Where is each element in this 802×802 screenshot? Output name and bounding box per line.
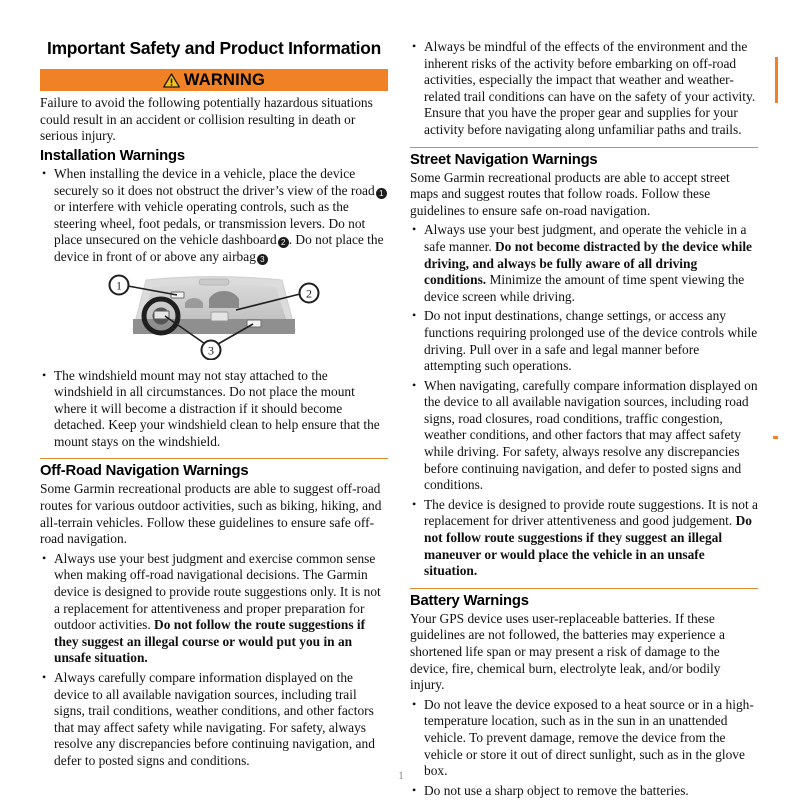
list-item: • Always carefully compare information displayed on the device to all available navigation sources, including trail signs, trail conditions, weather conditions, and other factors that may affect safety while navigating. For safety, always resolve any discrepancies before continuing navigation, and defer to posted signs and conditions.: [40, 670, 388, 770]
list-item: [40, 166, 388, 266]
windshield-mount-warning-list: [40, 368, 388, 451]
warning-banner: [40, 69, 388, 91]
battery-warnings-intro-text: Your GPS device uses user-replaceable batteries. If these guidelines are not followed, the batteries may experience a shortened life span or may present a risk of damage to the device, fire, chemical burn, electrolyte leak, and/or bodily injury.: [410, 610, 725, 693]
warning-triangle-icon: [163, 73, 180, 88]
offroad-intro-text: Some Garmin recreational products are able to suggest off-road routes for various outdoor activities, such as biking, hiking, and all-terrain vehicles. Follow these guidelines to ensure safe off-road navigation.: [40, 481, 382, 547]
left-column: [40, 22, 388, 773]
bullet-text-bold: Do not follow the route suggestions if they suggest an illegal course or would put you in an unsafe situation.: [54, 617, 366, 666]
warning-label: WARNING: [183, 70, 266, 89]
svg-text:2: 2: [306, 286, 312, 300]
offroad-warnings-list: [40, 551, 388, 770]
page-number: 1: [398, 770, 404, 782]
dashboard-illustration: [99, 272, 329, 360]
change-bar-marker: [775, 57, 778, 103]
list-item: • Do not leave the device exposed to a heat source or in a high-temperature location, such as in the sun in an unattended vehicle. To prevent damage, remove the device from the vehicle or store it out of direct sunlight, such as in the glove box.: [410, 697, 758, 780]
battery-warnings-list: [410, 697, 758, 800]
section-divider: [410, 588, 758, 589]
bullet-text-part: or interfere with vehicle operating controls, such as the steering wheel, foot pedals, or transmission levers. Do not place unsecured on the vehicle dashboard: [54, 199, 366, 248]
svg-text:1: 1: [116, 278, 122, 292]
list-item: • The windshield mount may not stay attached to the windshield in all circumstances. Do not place the mount where it will become a distraction if it should become detached. Keep your windshield clean to help ensure that the mount stays on the windshield.: [40, 368, 388, 451]
list-item: • When navigating, carefully compare information displayed on the device to all available navigation sources, including road signs, road closures, road conditions, traffic congestion, weather conditions, and other factors that may affect safety while driving. For safety, always resolve any discrepancies before continuing navigation, and defer to posted signs and conditions.: [410, 378, 758, 494]
bullet-text-part: When installing the device in a vehicle, place the device securely so it does not obstruct the driver’s view of the road: [54, 165, 375, 198]
warning-intro-text: Failure to avoid the following potentially hazardous situations could result in an accident or collision resulting in death or serious injury.: [40, 95, 373, 144]
bullet-text-part: Minimize the amount of time spent viewing the device screen while driving.: [424, 272, 745, 304]
list-item: • Do not input destinations, change settings, or access any functions requiring prolonged use of the device controls while driving. Pull over in a safe and legal manner before attempting such operations.: [410, 308, 758, 374]
bullet-text-part: Always use your best judgment, and operate the vehicle in a safe manner.: [424, 222, 747, 254]
bullet-text-part: The device is designed to provide route suggestions. It is not a replacement for driver attentiveness and good judgement.: [424, 496, 758, 529]
section-heading-battery-warnings: Battery Warnings: [410, 592, 529, 609]
street-warnings-intro-text: Some Garmin recreational products are able to accept street maps and suggest routes that follow roads. Follow these guidelines to ensure safe on-road navigation.: [410, 169, 730, 218]
bullet-text-bold: Do not become distracted by the device while driving, and always be fully aware of all driving conditions.: [424, 238, 753, 288]
section-divider: [410, 147, 758, 148]
street-warnings-list: [410, 222, 758, 579]
list-item: [40, 551, 388, 667]
list-item: • Always be mindful of the effects of the environment and the inherent risks of the activity before embarking on off-road activities, especially the impact that weather and weather-related trail conditions can have on the safety of your activity. Ensure that you have the proper gear and supplies for your activity before navigating along unfamiliar paths and trails.: [410, 39, 758, 139]
bullet-text-part: . Do not place the device in front of or above any airbag: [54, 232, 384, 264]
section-divider: [40, 458, 388, 459]
change-bar-marker: [773, 436, 778, 439]
list-item: • Do not use a sharp object to remove the batteries.: [410, 783, 758, 800]
bullet-text-bold: Do not follow route suggestions if they suggest an illegal maneuver or would place the vehicle in an unsafe situation.: [424, 513, 752, 579]
list-item: [410, 222, 758, 305]
callout-marker-2: 2: [278, 237, 289, 248]
installation-warnings-list: [40, 166, 388, 266]
right-column: [410, 22, 758, 802]
section-heading-offroad-navigation-warnings: Off-Road Navigation Warnings: [40, 463, 249, 480]
offroad-continued-list: [410, 39, 758, 139]
section-heading-street-navigation-warnings: Street Navigation Warnings: [410, 151, 598, 168]
callout-marker-3: 3: [257, 254, 268, 265]
list-item: [410, 497, 758, 580]
callout-marker-1: 1: [376, 188, 387, 199]
vehicle-dashboard-mounting-diagram: [40, 272, 388, 360]
page-title: Important Safety and Product Information: [47, 38, 381, 58]
bullet-text-part: Always use your best judgment and exercise common sense when making off-road navigational decisions. The Garmin device is designed to provide route suggestions only. It is not a replacement for attentiveness and proper preparation for outdoor activities.: [54, 550, 381, 633]
two-column-layout: [40, 22, 766, 802]
svg-text:3: 3: [208, 343, 214, 357]
section-heading-installation-warnings: Installation Warnings: [40, 147, 185, 164]
